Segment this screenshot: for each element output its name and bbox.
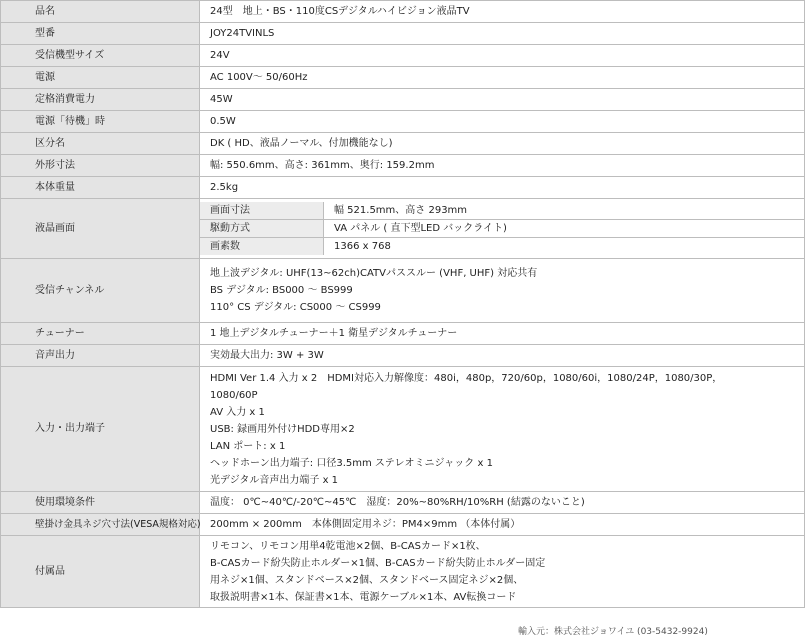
- row-label: 本体重量: [1, 177, 200, 199]
- accessory-line: リモコン、リモコン用単4乾電池×2個、B-CASカード×1枚、: [210, 540, 486, 552]
- subtable-row: [200, 220, 804, 238]
- row-label: 液晶画面: [1, 199, 200, 259]
- channel-line: 地上波デジタル: UHF(13~62ch)CATVパススルー (VHF, UHF) 対応共有: [210, 268, 538, 279]
- row-value: 24型 地上・BS・110度CSデジタルハイビジョン液晶TV: [200, 1, 805, 23]
- sub-value: 幅 521.5mm、高さ 293mm: [324, 202, 805, 220]
- io-line: 1080/60P: [210, 389, 258, 401]
- sub-label: 画面寸法: [200, 202, 324, 220]
- table-row: [1, 536, 805, 608]
- row-value: 2.5kg: [200, 177, 805, 199]
- table-row: [1, 67, 805, 89]
- row-label: 電源「待機」時: [1, 111, 200, 133]
- table-row: [1, 1, 805, 23]
- table-row: [1, 133, 805, 155]
- table-row: [1, 155, 805, 177]
- row-value: 24V: [200, 45, 805, 67]
- table-row: [1, 345, 805, 367]
- row-value: AC 100V～ 50/60Hz: [200, 67, 805, 89]
- row-value: 1 地上デジタルチューナー＋1 衛星デジタルチューナー: [200, 323, 805, 345]
- table-row: [1, 89, 805, 111]
- subtable-row: [200, 238, 804, 256]
- accessories-value: [200, 536, 805, 608]
- row-label: 入力・出力端子: [1, 367, 200, 492]
- row-label: 受信機型サイズ: [1, 45, 200, 67]
- row-label: 外形寸法: [1, 155, 200, 177]
- table-row: [1, 367, 805, 492]
- row-label: 音声出力: [1, 345, 200, 367]
- row-label: 区分名: [1, 133, 200, 155]
- channel-line: 110° CS デジタル: CS000 ～ CS999: [210, 302, 381, 313]
- table-row: [1, 199, 805, 259]
- row-value: 0.5W: [200, 111, 805, 133]
- io-line: ヘッドホーン出力端子: 口径3.5mm ステレオミニジャック x 1: [210, 457, 493, 469]
- row-value: 200mm × 200mm 本体側固定用ネジ：PM4×9mm （本体付属）: [200, 514, 805, 536]
- table-row: [1, 323, 805, 345]
- row-label: 受信チャンネル: [1, 259, 200, 323]
- row-label: 品名: [1, 1, 200, 23]
- io-line: AV 入力 x 1: [210, 406, 265, 418]
- row-label: 付属品: [1, 536, 200, 608]
- lcd-subtable: [200, 202, 804, 255]
- channel-line: BS デジタル: BS000 ～ BS999: [210, 285, 353, 296]
- row-value: 45W: [200, 89, 805, 111]
- table-row: [1, 177, 805, 199]
- io-line: 光デジタル音声出力端子 x 1: [210, 474, 339, 486]
- row-label: 定格消費電力: [1, 89, 200, 111]
- accessory-line: B-CASカード紛失防止ホルダー×1個、B-CASカード紛失防止ホルダー固定: [210, 557, 546, 569]
- row-label: 電源: [1, 67, 200, 89]
- row-value: DK ( HD、液晶ノーマル、付加機能なし): [200, 133, 805, 155]
- io-line: USB: 録画用外付けHDD専用×2: [210, 423, 355, 435]
- row-value: 温度： 0℃~40℃/-20℃~45℃ 湿度：20%~80%RH/10%RH (結露のないこと): [200, 492, 805, 514]
- table-row: [1, 492, 805, 514]
- row-value: 実効最大出力: 3W + 3W: [200, 345, 805, 367]
- table-row: [1, 259, 805, 323]
- row-label: 使用環境条件: [1, 492, 200, 514]
- accessory-line: 用ネジ×1個、スタンドベース×2個、スタンドベース固定ネジ×2個、: [210, 574, 524, 586]
- subtable-row: [200, 202, 804, 220]
- row-label: チューナー: [1, 323, 200, 345]
- channels-value: [200, 259, 805, 323]
- io-line: LAN ポート: x 1: [210, 440, 286, 452]
- table-row: [1, 111, 805, 133]
- lcd-subtable-cell: [200, 199, 805, 259]
- io-line: HDMI Ver 1.4 入力 x 2 HDMI対応入力解像度：480i，480p，720/60p，1080/60i，1080/24P，1080/30P，: [210, 372, 723, 384]
- accessory-line: 取扱説明書×1本、保証書×1本、電源ケーブル×1本、AV転換コード: [210, 591, 517, 603]
- sub-label: 画素数: [200, 238, 324, 256]
- row-label: 型番: [1, 23, 200, 45]
- row-value: JOY24TVINLS: [200, 23, 805, 45]
- io-value: [200, 367, 805, 492]
- sub-label: 駆動方式: [200, 220, 324, 238]
- sub-value: VA パネル ( 直下型LED バックライト): [324, 220, 805, 238]
- sub-value: 1366 x 768: [334, 240, 391, 252]
- row-value: 幅: 550.6mm、高さ: 361mm、奥行: 159.2mm: [200, 155, 805, 177]
- row-label: 壁掛け金具ネジ穴寸法(VESA規格対応): [1, 514, 200, 536]
- table-row: [1, 514, 805, 536]
- importer-footer: 輸入元：株式会社ジョワイユ (03-5432-9924): [518, 627, 708, 637]
- table-row: [1, 23, 805, 45]
- table-row: [1, 45, 805, 67]
